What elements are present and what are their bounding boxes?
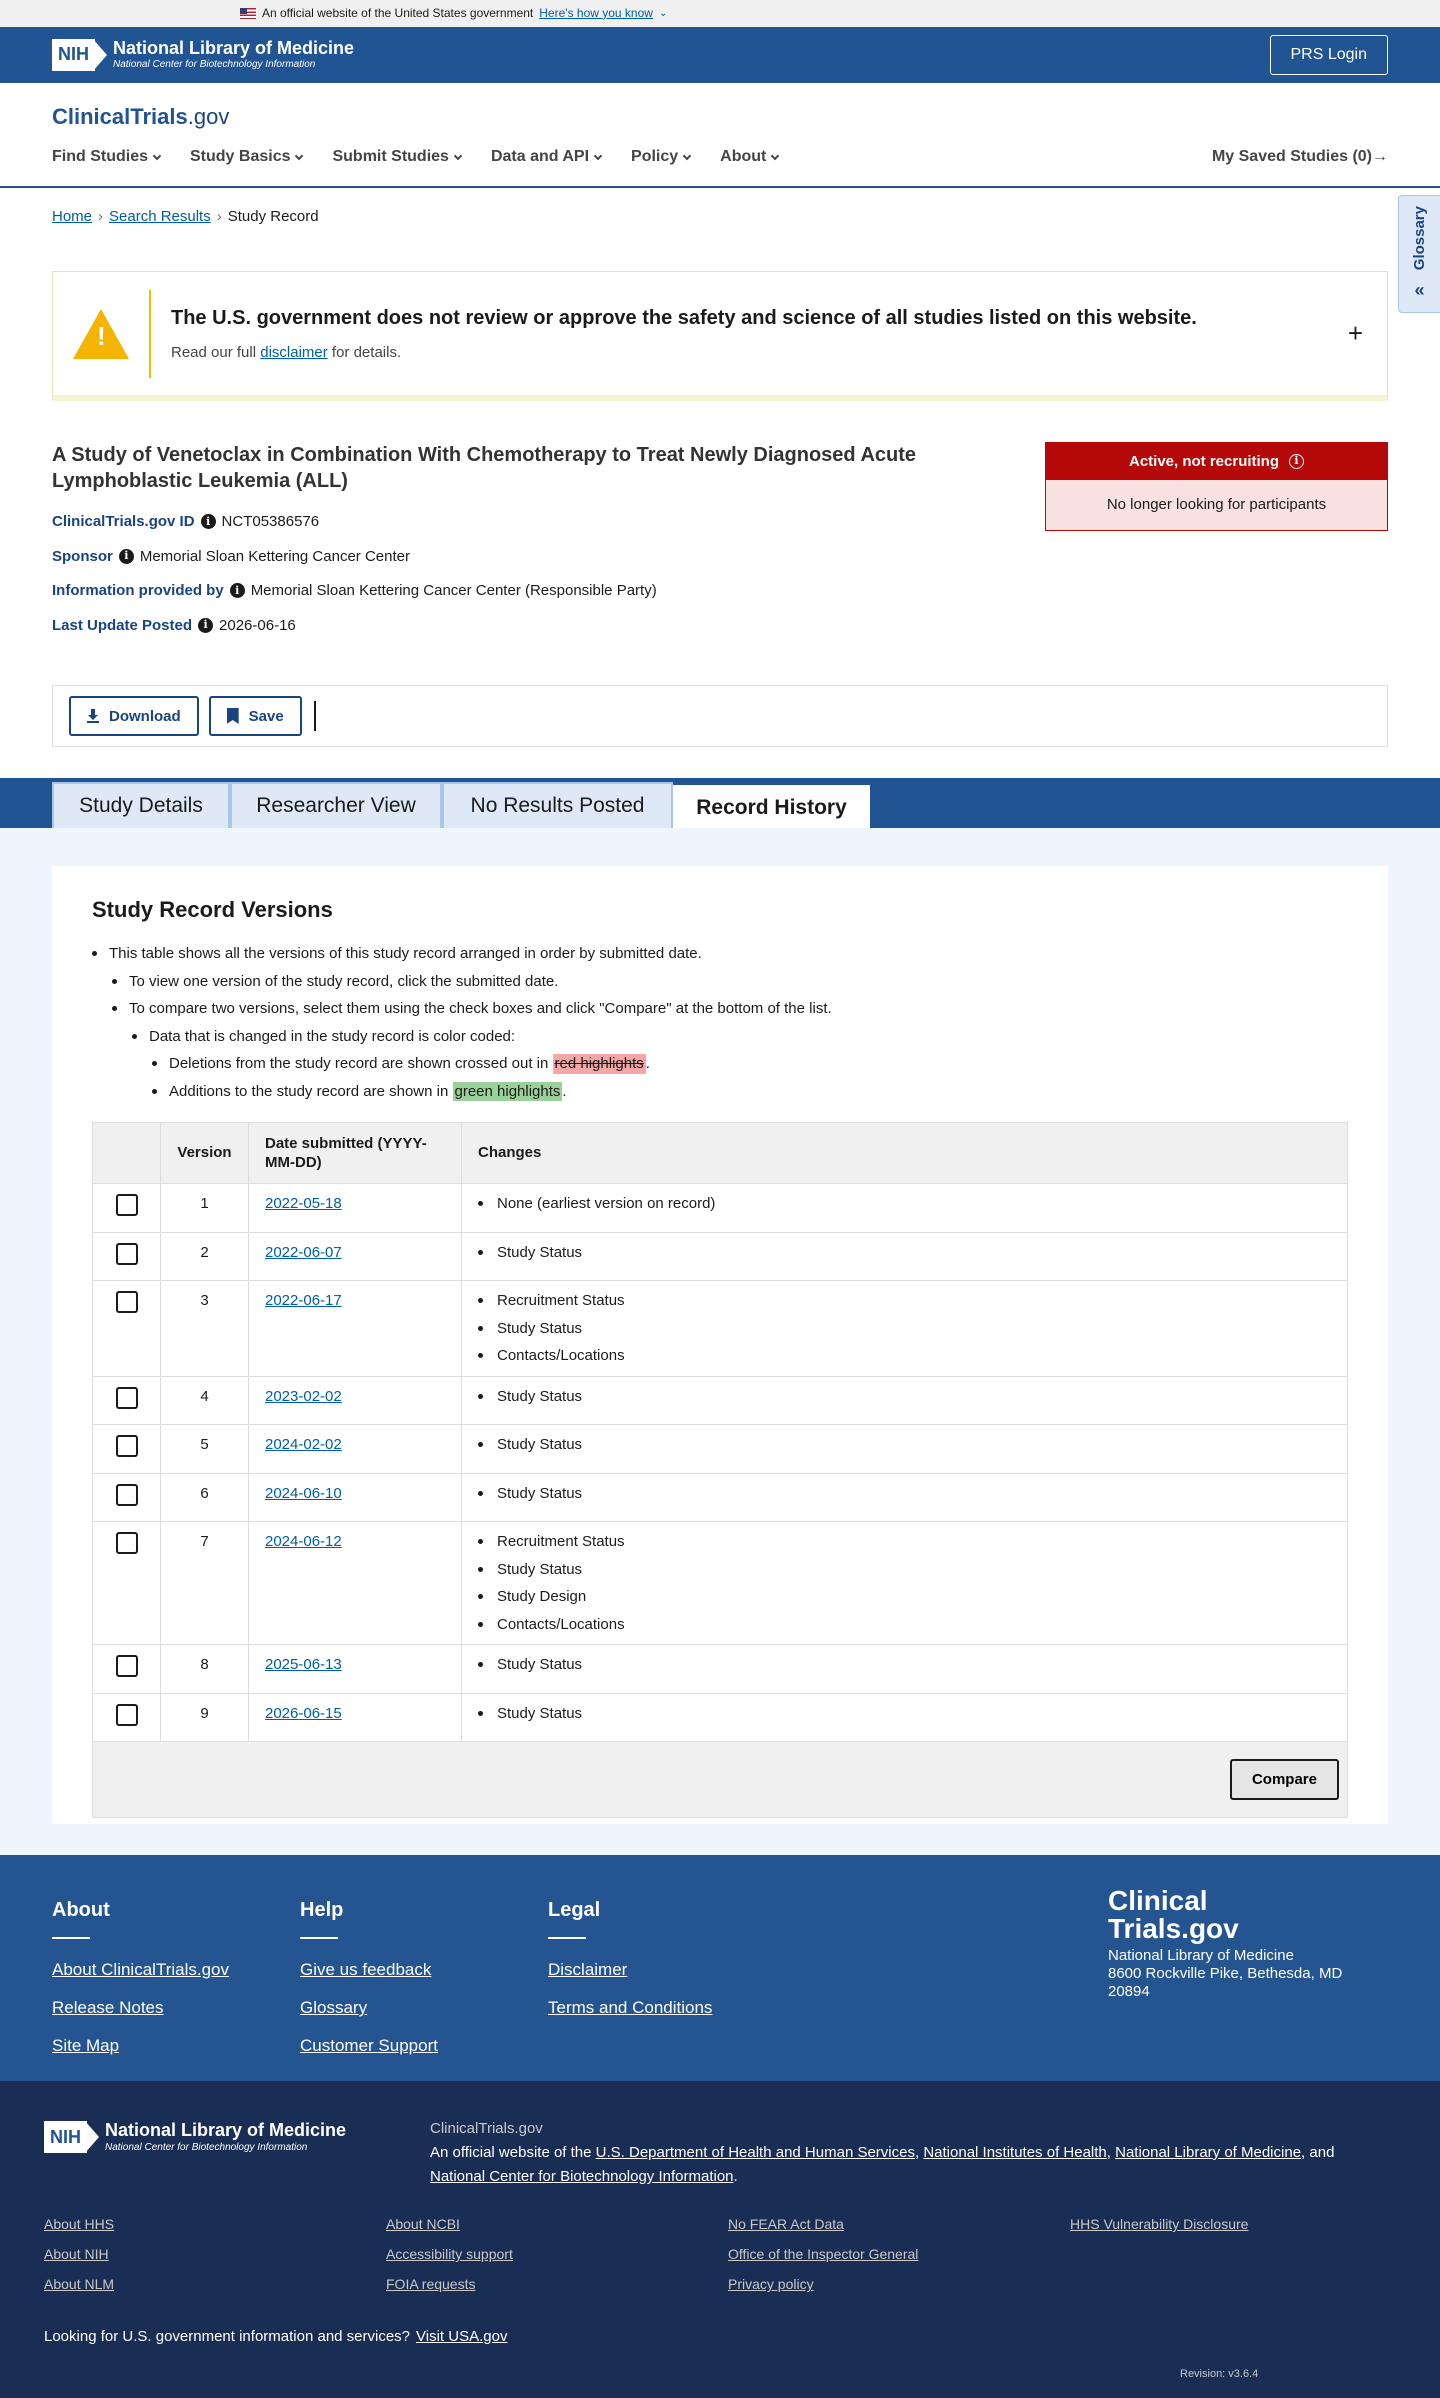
nav-label: Submit Studies xyxy=(332,148,449,165)
ncbi-subtitle: National Center for Biotechnology Information xyxy=(113,59,316,71)
footer-address-1: National Library of Medicine xyxy=(1108,1947,1294,1964)
footer-about-column xyxy=(52,1897,229,2073)
footer-link[interactable]: Glossary xyxy=(300,1998,368,2018)
info-provided-value: Memorial Sloan Kettering Cancer Center (Responsible Party) xyxy=(250,582,657,599)
action-bar xyxy=(52,685,1388,747)
changes-cell xyxy=(462,1184,1348,1233)
info-icon[interactable]: i xyxy=(119,549,134,564)
disclaimer-prefix: Read our full xyxy=(171,343,257,361)
footer-legal-column xyxy=(548,1897,712,2035)
version-column-header: Version xyxy=(161,1123,249,1184)
change-item: Study Status xyxy=(478,1484,1331,1504)
breadcrumb-home[interactable]: Home xyxy=(52,208,93,225)
info-icon[interactable]: i xyxy=(201,514,216,529)
footer-top xyxy=(0,1855,1440,2081)
instruction-item xyxy=(112,999,832,1019)
footer-legal-heading: Legal xyxy=(548,1899,601,1921)
prs-login-button[interactable]: PRS Login xyxy=(1270,35,1389,75)
sponsor-row xyxy=(52,547,982,567)
usa-gov-link[interactable]: Visit USA.gov xyxy=(416,2328,508,2345)
last-update-value: 2026-06-16 xyxy=(219,616,296,634)
instruction-text: To compare two versions, select them using the check boxes and click "Compare" at the bottom of the list. xyxy=(129,1000,832,1017)
version-cell: 7 xyxy=(161,1522,249,1645)
instruction-text: Additions to the study record are shown in xyxy=(169,1082,449,1100)
footer-link[interactable]: About ClinicalTrials.gov xyxy=(52,1960,229,1979)
date-cell xyxy=(249,1281,462,1377)
version-cell: 8 xyxy=(161,1645,249,1694)
green-highlight-sample: green highlights xyxy=(454,1082,561,1100)
footer-link[interactable]: Disclaimer xyxy=(548,1960,628,1979)
save-button[interactable] xyxy=(209,696,302,736)
date-cell xyxy=(249,1522,462,1645)
change-item: Recruitment Status xyxy=(478,1291,1331,1311)
site-logo[interactable] xyxy=(52,103,229,132)
select-cell xyxy=(93,1232,161,1281)
status-title-bar xyxy=(1046,443,1387,480)
table-row xyxy=(93,1184,1348,1233)
changes-cell xyxy=(462,1281,1348,1377)
select-cell xyxy=(93,1522,161,1645)
footer-link[interactable]: Release Notes xyxy=(52,1998,164,2018)
sponsor-value: Memorial Sloan Kettering Cancer Center xyxy=(139,547,410,565)
table-row xyxy=(93,1376,1348,1425)
last-update-row xyxy=(52,616,982,636)
glossary-tab[interactable] xyxy=(1398,195,1440,313)
version-checkbox[interactable] xyxy=(116,1655,138,1677)
nlm-logo[interactable] xyxy=(52,39,354,72)
select-column-header xyxy=(93,1123,161,1184)
site-logo-main: ClinicalTrials xyxy=(52,104,188,129)
table-row xyxy=(93,1425,1348,1474)
nih-header xyxy=(0,27,1440,83)
change-item: Contacts/Locations xyxy=(478,1615,1331,1635)
version-checkbox[interactable] xyxy=(116,1387,138,1409)
us-flag-icon xyxy=(240,8,256,19)
date-cell xyxy=(249,1693,462,1742)
warning-icon: ! xyxy=(73,309,129,359)
changes-cell xyxy=(462,1425,1348,1474)
revision-text: Revision: v3.6.4 xyxy=(1180,2368,1259,2380)
chevron-down-icon xyxy=(771,152,779,160)
version-cell: 4 xyxy=(161,1376,249,1425)
select-cell xyxy=(93,1473,161,1522)
version-checkbox[interactable] xyxy=(116,1291,138,1313)
study-id-row xyxy=(52,512,982,532)
tab-study-details[interactable]: Study Details xyxy=(52,782,230,828)
footer-bottom xyxy=(0,2081,1440,2398)
instruction-text: To view one version of the study record, click the submitted date. xyxy=(129,972,559,990)
breadcrumb-search-results[interactable]: Search Results xyxy=(109,208,211,225)
nav-label: Data and API xyxy=(490,148,590,165)
disclaimer-title: The U.S. government does not review or approve the safety and science of all studies listed on this website. xyxy=(171,306,1197,329)
info-provided-row xyxy=(52,581,982,601)
date-cell xyxy=(249,1184,462,1233)
nih-logo-mark: NIH xyxy=(44,2121,87,2153)
nlm-title: National Library of Medicine xyxy=(113,37,355,58)
footer-link[interactable]: Give us feedback xyxy=(300,1960,432,1979)
version-date-link[interactable]: 2024-02-02 xyxy=(265,1436,342,1453)
saved-studies-link[interactable] xyxy=(1212,147,1388,168)
table-row xyxy=(93,1473,1348,1522)
site-logo-suffix: .gov xyxy=(187,104,230,129)
footer-help-column xyxy=(300,1897,438,2073)
select-cell xyxy=(93,1281,161,1377)
status-title: Active, not recruiting xyxy=(1128,452,1280,470)
select-cell xyxy=(93,1184,161,1233)
change-item: Recruitment Status xyxy=(478,1532,1331,1552)
nih-logo-mark: NIH xyxy=(52,39,95,71)
footer-gov-links xyxy=(44,2215,1404,2294)
changes-cell xyxy=(462,1522,1348,1645)
chevron-right-icon: › xyxy=(216,208,222,225)
version-date-link[interactable]: 2022-05-18 xyxy=(265,1195,342,1212)
nav-submit-studies[interactable] xyxy=(332,147,460,168)
version-date-link[interactable]: 2024-06-12 xyxy=(265,1533,342,1550)
gov-banner xyxy=(0,0,1440,27)
chevron-down-icon xyxy=(454,152,462,160)
ncbi-link[interactable]: National Center for Biotechnology Information xyxy=(430,2168,734,2185)
changes-cell xyxy=(462,1232,1348,1281)
table-footer-row xyxy=(93,1742,1348,1818)
hhs-link[interactable]: U.S. Department of Health and Human Services xyxy=(595,2144,915,2161)
change-item: Contacts/Locations xyxy=(478,1346,1331,1366)
change-item: None (earliest version on record) xyxy=(478,1194,1331,1214)
footer-gov-link[interactable]: About HHS xyxy=(44,2216,115,2232)
date-cell xyxy=(249,1645,462,1694)
sponsor-label: Sponsor xyxy=(52,547,113,565)
changes-cell xyxy=(462,1376,1348,1425)
date-cell xyxy=(249,1425,462,1474)
version-date-link[interactable]: 2022-06-17 xyxy=(265,1292,342,1309)
info-icon[interactable]: i xyxy=(198,618,213,633)
chevron-right-icon: › xyxy=(98,208,104,225)
footer-help-heading: Help xyxy=(300,1899,344,1921)
date-column-header: Date submitted (YYYY-MM-DD) xyxy=(249,1123,462,1184)
info-provided-label: Information provided by xyxy=(52,582,224,599)
chevron-down-icon[interactable]: ⌄ xyxy=(658,8,668,19)
bookmark-icon xyxy=(227,708,239,724)
tab-record-history[interactable]: Record History xyxy=(673,785,870,828)
instruction-item xyxy=(92,944,832,964)
footer-logo-line1: Clinical xyxy=(1108,1885,1208,1916)
breadcrumb-current: Study Record xyxy=(227,208,319,225)
changes-cell xyxy=(462,1473,1348,1522)
nav-data-api[interactable] xyxy=(491,147,601,168)
footer-gov-link[interactable]: Office of the Inspector General xyxy=(728,2246,919,2263)
version-cell: 1 xyxy=(161,1184,249,1233)
footer-gov-link[interactable]: About NCBI xyxy=(386,2216,460,2232)
disclaimer-text xyxy=(171,343,1348,363)
disclaimer-alert xyxy=(52,271,1388,401)
version-date-link[interactable]: 2023-02-02 xyxy=(265,1387,342,1405)
chevron-down-icon xyxy=(683,152,691,160)
saved-studies-label: My Saved Studies (0) xyxy=(1211,148,1372,165)
date-cell xyxy=(249,1232,462,1281)
version-checkbox[interactable] xyxy=(116,1704,138,1726)
footer-gov-link[interactable]: Accessibility support xyxy=(386,2246,513,2263)
select-cell xyxy=(93,1645,161,1694)
version-checkbox[interactable] xyxy=(116,1243,138,1265)
table-row xyxy=(93,1522,1348,1645)
footer-link[interactable]: Site Map xyxy=(52,2036,120,2056)
select-cell xyxy=(93,1693,161,1742)
nav-label: Study Basics xyxy=(190,148,291,165)
compare-button[interactable]: Compare xyxy=(1230,1759,1339,1800)
download-icon xyxy=(87,709,99,723)
date-cell xyxy=(249,1473,462,1522)
version-checkbox[interactable] xyxy=(116,1435,138,1457)
double-chevron-left-icon: « xyxy=(1414,279,1425,300)
chevron-down-icon xyxy=(295,152,303,160)
change-item: Study Status xyxy=(478,1560,1331,1580)
version-date-link[interactable]: 2026-06-15 xyxy=(265,1704,342,1722)
glossary-label: Glossary xyxy=(1410,206,1428,271)
footer-gov-link[interactable]: HHS Vulnerability Disclosure xyxy=(1070,2216,1249,2232)
table-row xyxy=(93,1645,1348,1694)
version-checkbox[interactable] xyxy=(116,1484,138,1506)
change-item: Study Status xyxy=(478,1435,1331,1455)
table-row xyxy=(93,1693,1348,1742)
changes-column-header: Changes xyxy=(462,1123,1348,1184)
disclaimer-suffix: for details. xyxy=(331,343,402,361)
footer-official-text: ClinicalTrials.gov An official website of the U.S. Department of Health and Human Services, National Institutes of Health, National Library of Medicine, and National Center for Biotechnology Information. xyxy=(430,2117,1390,2189)
nav-label: About xyxy=(720,148,767,165)
version-cell: 3 xyxy=(161,1281,249,1377)
ncbi-subtitle: National Center for Biotechnology Information xyxy=(105,2141,308,2153)
save-label: Save xyxy=(248,707,284,725)
version-checkbox[interactable] xyxy=(116,1532,138,1554)
version-cell: 6 xyxy=(161,1473,249,1522)
download-button[interactable] xyxy=(69,696,199,736)
info-icon[interactable]: i xyxy=(230,583,245,598)
version-date-link[interactable]: 2024-06-10 xyxy=(265,1484,342,1502)
footer-link[interactable]: Customer Support xyxy=(300,2036,438,2056)
select-cell xyxy=(93,1376,161,1425)
nav-policy[interactable] xyxy=(631,147,690,168)
versions-instructions xyxy=(92,944,832,1109)
chevron-down-icon xyxy=(153,152,161,160)
version-cell: 9 xyxy=(161,1693,249,1742)
nav-find-studies[interactable] xyxy=(52,147,160,168)
versions-table xyxy=(92,1122,1348,1818)
study-id-value: NCT05386576 xyxy=(221,513,320,530)
footer-about-heading: About xyxy=(52,1899,110,1921)
usa-prefix: Looking for U.S. government information and services? xyxy=(44,2328,411,2345)
footer-gov-link[interactable]: About NLM xyxy=(44,2276,115,2293)
change-item: Study Status xyxy=(478,1704,1331,1724)
divider xyxy=(314,701,316,731)
change-item: Study Status xyxy=(478,1319,1331,1339)
footer-gov-link[interactable]: Privacy policy xyxy=(728,2276,814,2293)
info-icon[interactable]: i xyxy=(1289,454,1304,469)
footer-link[interactable]: Terms and Conditions xyxy=(548,1998,713,2018)
nlm-title: National Library of Medicine xyxy=(105,2120,347,2140)
footer-ct-logo xyxy=(1108,1887,1342,2001)
instruction-item: Additions to the study record are shown in green highlights . xyxy=(152,1082,832,1102)
changes-cell xyxy=(462,1645,1348,1694)
last-update-label: Last Update Posted xyxy=(52,616,193,634)
breadcrumb xyxy=(52,207,319,227)
and-text: and xyxy=(1309,2144,1335,2161)
table-row xyxy=(93,1281,1348,1377)
tab-researcher-view[interactable]: Researcher View xyxy=(230,782,442,828)
gov-banner-text: An official website of the United States government xyxy=(262,5,534,20)
change-item: Study Status xyxy=(478,1243,1331,1263)
expand-plus-icon[interactable]: + xyxy=(1347,317,1363,348)
footer-site-name: ClinicalTrials.gov xyxy=(430,2120,543,2137)
date-cell xyxy=(249,1376,462,1425)
nav-about[interactable] xyxy=(720,147,778,168)
chevron-down-icon xyxy=(594,152,602,160)
official-prefix: An official website of the xyxy=(430,2144,592,2161)
footer-gov-link[interactable]: No FEAR Act Data xyxy=(728,2216,844,2232)
compare-cell xyxy=(93,1742,1348,1818)
instruction-item xyxy=(132,1027,832,1047)
table-row xyxy=(93,1232,1348,1281)
red-highlight-sample: red highlights xyxy=(554,1055,644,1072)
version-date-link[interactable]: 2025-06-13 xyxy=(265,1656,342,1673)
footer-gov-link[interactable]: About NIH xyxy=(44,2246,109,2263)
table-header-row xyxy=(93,1123,1348,1184)
study-title: A Study of Venetoclax in Combination With Chemotherapy to Treat Newly Diagnosed Acute Lymphoblastic Leukemia (ALL) xyxy=(52,444,917,492)
instruction-text: This table shows all the versions of this study record arranged in order by submitted date. xyxy=(109,945,702,962)
main-nav xyxy=(52,147,778,168)
select-cell xyxy=(93,1425,161,1474)
footer-nlm-logo[interactable] xyxy=(44,2121,346,2154)
footer-logo-line2: Trials.gov xyxy=(1108,1913,1239,1944)
change-item: Study Status xyxy=(478,1387,1331,1407)
status-subtitle: No longer looking for participants xyxy=(1046,480,1387,530)
version-date-link[interactable]: 2022-06-07 xyxy=(265,1243,342,1261)
footer-gov-link[interactable]: FOIA requests xyxy=(386,2276,476,2293)
footer-address-2: 8600 Rockville Pike, Bethesda, MD xyxy=(1108,1965,1343,1982)
version-checkbox[interactable] xyxy=(116,1194,138,1216)
recruitment-status-box xyxy=(1045,442,1388,531)
how-you-know-link[interactable]: Here's how you know xyxy=(539,5,653,20)
arrow-right-icon: → xyxy=(1372,148,1388,165)
instruction-text: Deletions from the study record are shown crossed out in xyxy=(169,1055,549,1072)
site-header xyxy=(0,83,1440,188)
instruction-item xyxy=(112,972,832,992)
instruction-item: Deletions from the study record are shown crossed out in red highlights . xyxy=(152,1054,832,1074)
nih-link[interactable]: National Institutes of Health xyxy=(923,2144,1107,2161)
changes-cell xyxy=(462,1693,1348,1742)
study-header xyxy=(52,442,982,650)
nav-study-basics[interactable] xyxy=(190,147,302,168)
nav-label: Find Studies xyxy=(52,148,148,165)
nav-label: Policy xyxy=(631,148,679,165)
disclaimer-link[interactable]: disclaimer xyxy=(260,343,328,361)
versions-heading: Study Record Versions xyxy=(92,897,333,922)
usa-gov-line xyxy=(44,2327,507,2347)
version-cell: 5 xyxy=(161,1425,249,1474)
instruction-text: Data that is changed in the study record is color coded: xyxy=(149,1027,516,1045)
tab-no-results-posted[interactable]: No Results Posted xyxy=(442,782,673,828)
version-cell: 2 xyxy=(161,1232,249,1281)
study-id-label: ClinicalTrials.gov ID xyxy=(52,513,195,530)
change-item: Study Design xyxy=(478,1587,1331,1607)
change-item: Study Status xyxy=(478,1655,1331,1675)
nlm-link[interactable]: National Library of Medicine xyxy=(1115,2144,1302,2161)
footer-address-3: 20894 xyxy=(1108,1983,1150,2000)
empty-slot xyxy=(1070,2245,1412,2263)
download-label: Download xyxy=(109,707,181,725)
